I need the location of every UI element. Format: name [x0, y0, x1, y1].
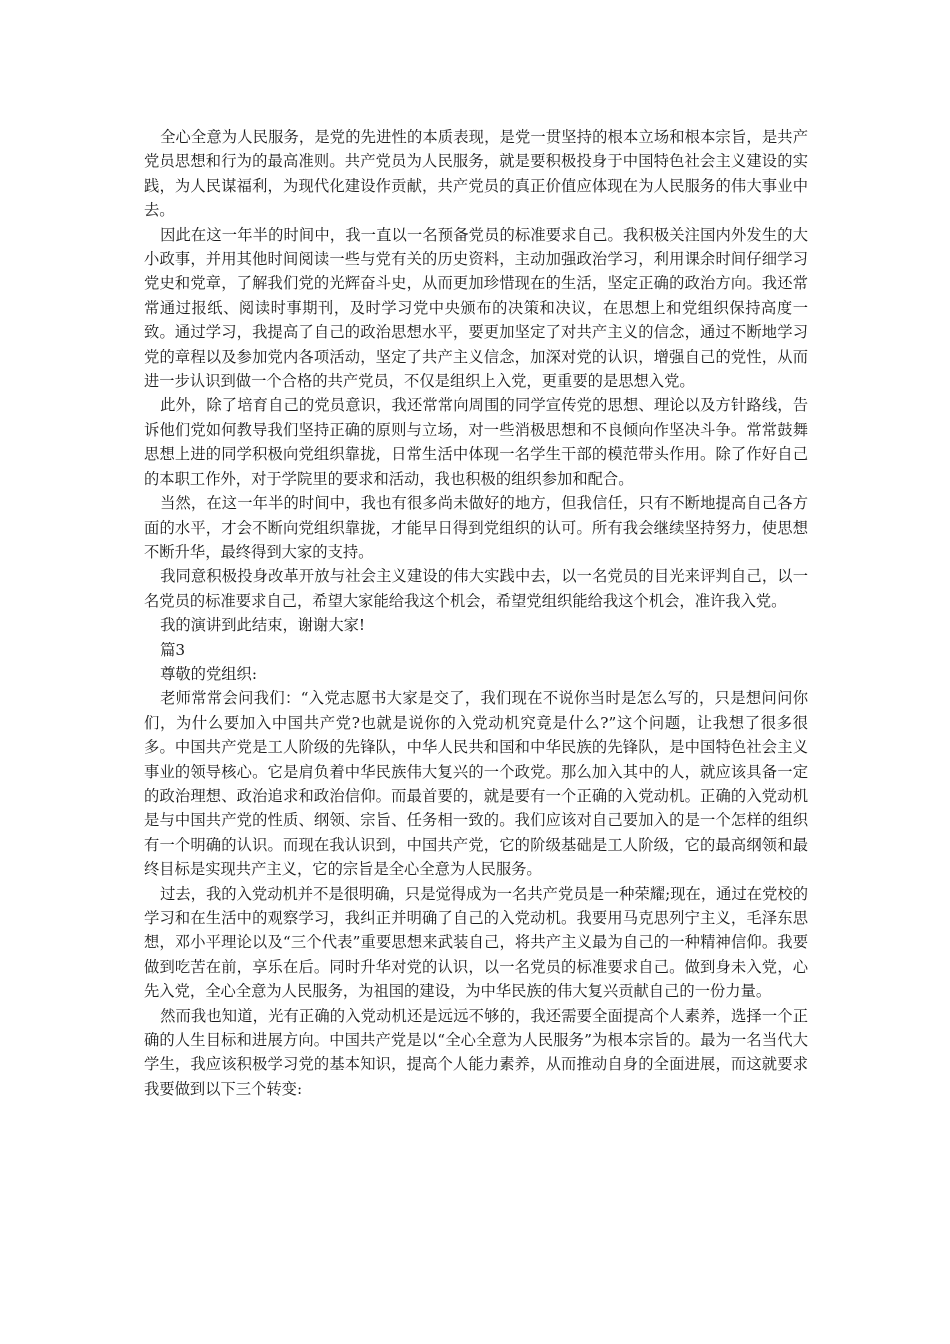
paragraph-past-motive: 过去，我的入党动机并不是很明确，只是觉得成为一名共产党员是一种荣耀;现在，通过在党校的学习和在生活中的观察学习，我纠正并明确了自己的入党动机。我要用马克思列宁主义，毛泽东思想，邓小平理论以及“三个代表”重要思想来武装自己，将共产主义最为自己的一种精神信仰。我要做到吃苦在前，享乐在后。同时升华对党的认识，以一名党员的标准要求自己。做到身未入党，心先入党，全心全意为人民服务，为祖国的建设，为中华民族的伟大复兴贡献自己的一份力量。	[144, 884, 808, 1001]
paragraph-party-awareness: 此外，除了培育自己的党员意识，我还常常向周围的同学宣传党的思想、理论以及方针路线，告诉他们党如何教导我们坚持正确的原则与立场，对一些消极思想和不良倾向作坚决斗争。常常鼓舞思想上进的同学积极向党组织靠拢，日常生活中体现一名学生干部的模范带头作用。除了作好自己的本职工作外，对于学院里的要求和活动，我也积极的组织参加和配合。	[144, 396, 808, 488]
document-body	[144, 125, 808, 1101]
section-heading: 篇3	[160, 640, 186, 659]
letter-salutation: 尊敬的党组织:	[160, 664, 257, 683]
paragraph-service-purpose: 全心全意为人民服务，是党的先进性的本质表现，是党一贯坚持的根本立场和根本宗旨，是共产党员思想和行为的最高准则。共产党员为人民服务，就是要积极投身于中国特色社会主义建设的实践，为人民谋福利，为现代化建设作贡献，共产党员的真正价值应体现在为人民服务的伟大事业中去。	[144, 128, 808, 220]
paragraph-self-requirement: 因此在这一年半的时间中，我一直以一名预备党员的标准要求自己。我积极关注国内外发生的大小政事，并用其他时间阅读一些与党有关的历史资料，主动加强政治学习，利用课余时间仔细学习党史和党章，了解我们党的光辉奋斗史，从而更加珍惜现在的生活，坚定正确的政治方向。我还常常通过报纸、阅读时事期刊，及时学习党中央颁布的决策和决议，在思想上和党组织保持高度一致。通过学习，我提高了自己的政治思想水平，要更加坚定了对共产主义的信念，通过不断地学习党的章程以及参加党内各项活动，坚定了共产主义信念，加深对党的认识，增强自己的党性，从而进一步认识到做一个合格的共产党员，不仅是组织上入党，更重要的是思想入党。	[144, 225, 808, 391]
paragraph-three-changes: 然而我也知道，光有正确的入党动机还是远远不够的，我还需要全面提高个人素养，选择一个正确的人生目标和进展方向。中国共产党是以“全心全意为人民服务”为根本宗旨的。最为一名当代大学生，我应该积极学习党的基本知识，提高个人能力素养，从而推动自身的全面进展，而这就要求我要做到以下三个转变:	[144, 1006, 808, 1098]
paragraph-speech-closing: 我的演讲到此结束，谢谢大家!	[160, 616, 366, 635]
paragraph-shortcomings: 当然，在这一年半的时间中，我也有很多尚未做好的地方，但我信任，只有不断地提高自己各方面的水平，才会不断向党组织靠拢，才能早日得到党组织的认可。所有我会继续坚持努力，使思想不断升华，最终得到大家的支持。	[144, 494, 808, 561]
paragraph-application-wish: 我同意积极投身改革开放与社会主义建设的伟大实践中去，以一名党员的目光来评判自己，以一名党员的标准要求自己，希望大家能给我这个机会，希望党组织能给我这个机会，准许我入党。	[144, 567, 808, 610]
paragraph-joining-motive-question: 老师常常会问我们：“入党志愿书大家是交了，我们现在不说你当时是怎么写的，只是想问问你们，为什么要加入中国共产党?也就是说你的入党动机究竟是什么?”这个问题，让我想了很多很多。中国共产党是工人阶级的先锋队，中华人民共和国和中华民族的先锋队，是中国特色社会主义事业的领导核心。它是肩负着中华民族伟大复兴的一个政党。那么加入其中的人，就应该具备一定的政治理想、政治追求和政治信仰。而最首要的，就是要有一个正确的入党动机。正确的入党动机是与中国共产党的性质、纲领、宗旨、任务相一致的。我们应该对自己要加入的是一个怎样的组织有一个明确的认识。而现在我认识到，中国共产党，它的阶级基础是工人阶级，它的最高纲领和最终目标是实现共产主义，它的宗旨是全心全意为人民服务。	[144, 689, 808, 879]
